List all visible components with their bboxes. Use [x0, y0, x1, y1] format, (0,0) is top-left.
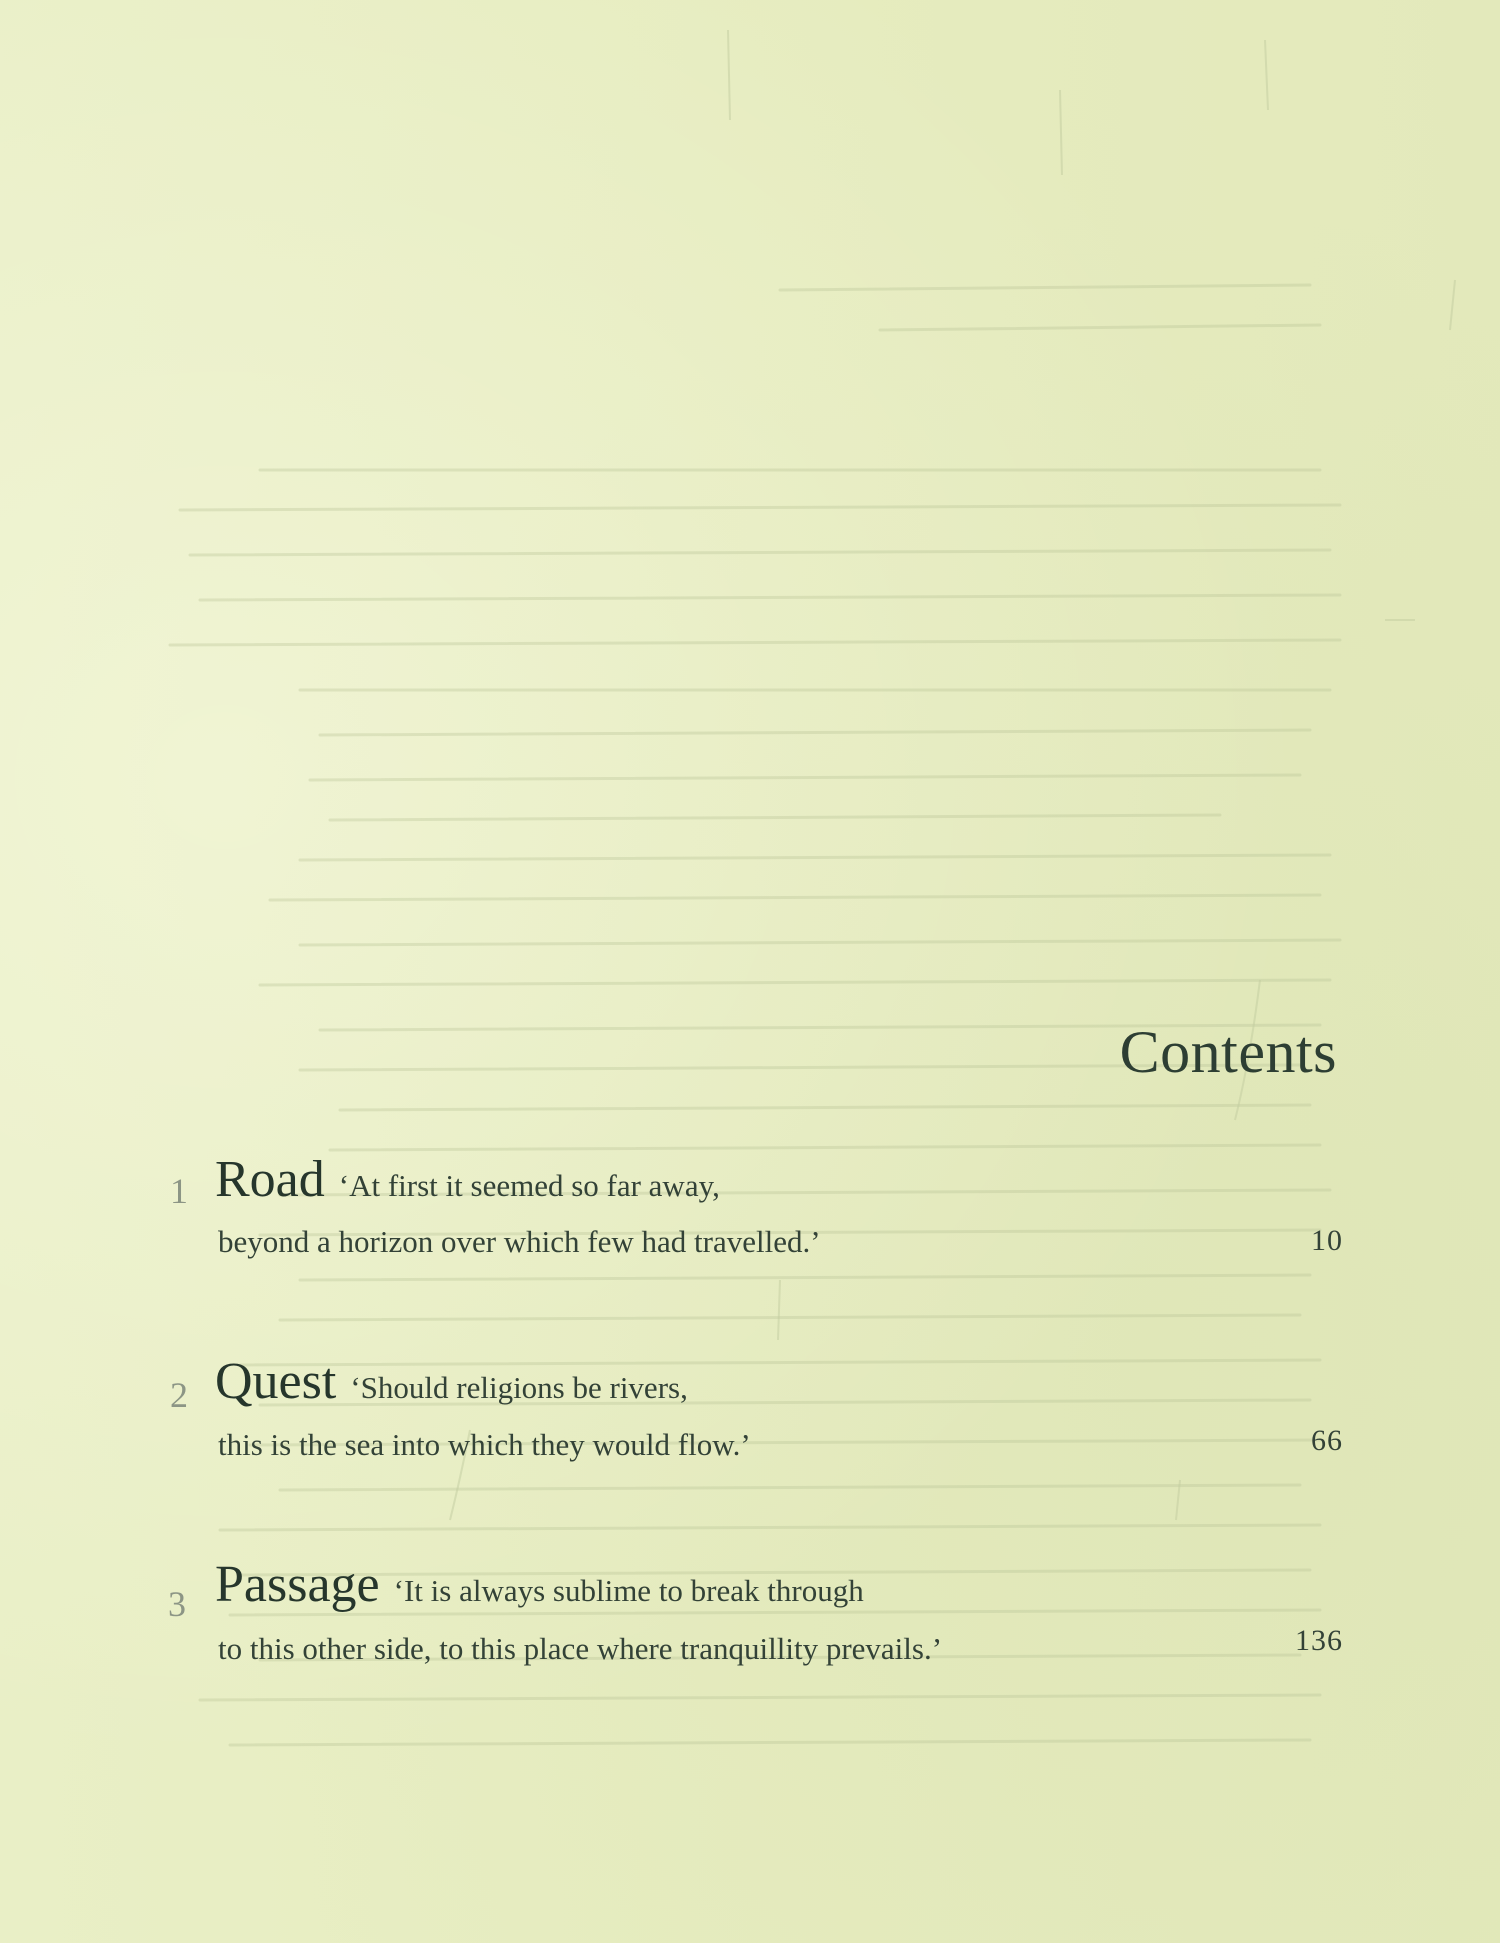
contents-heading: Contents — [1119, 1019, 1337, 1085]
chapter-page-number: 66 — [1311, 1424, 1343, 1457]
chapter-number: 1 — [170, 1171, 188, 1211]
chapter-quote-line1: ‘At first it seemed so far away, — [338, 1168, 720, 1203]
chapter-title: Quest — [215, 1353, 337, 1410]
chapter-number: 2 — [170, 1375, 188, 1415]
chapter-title: Road — [215, 1151, 325, 1208]
chapter-quote-line2: this is the sea into which they would flow.’ — [218, 1427, 751, 1462]
chapter-quote-line2: to this other side, to this place where tranquillity prevails.’ — [218, 1631, 943, 1666]
entry-heading-line — [215, 1150, 720, 1209]
chapter-quote-line2: beyond a horizon over which few had travelled.’ — [218, 1224, 821, 1259]
chapter-quote-line1: ‘Should religions be rivers, — [350, 1370, 688, 1405]
chapter-page-number: 136 — [1295, 1624, 1343, 1657]
entry-heading-line — [215, 1555, 864, 1614]
chapter-title: Passage — [215, 1556, 380, 1613]
chapter-quote-line1: ‘It is always sublime to break through — [393, 1573, 864, 1608]
entry-heading-line — [215, 1352, 688, 1411]
chapter-number: 3 — [168, 1584, 186, 1624]
chapter-page-number: 10 — [1311, 1224, 1343, 1257]
